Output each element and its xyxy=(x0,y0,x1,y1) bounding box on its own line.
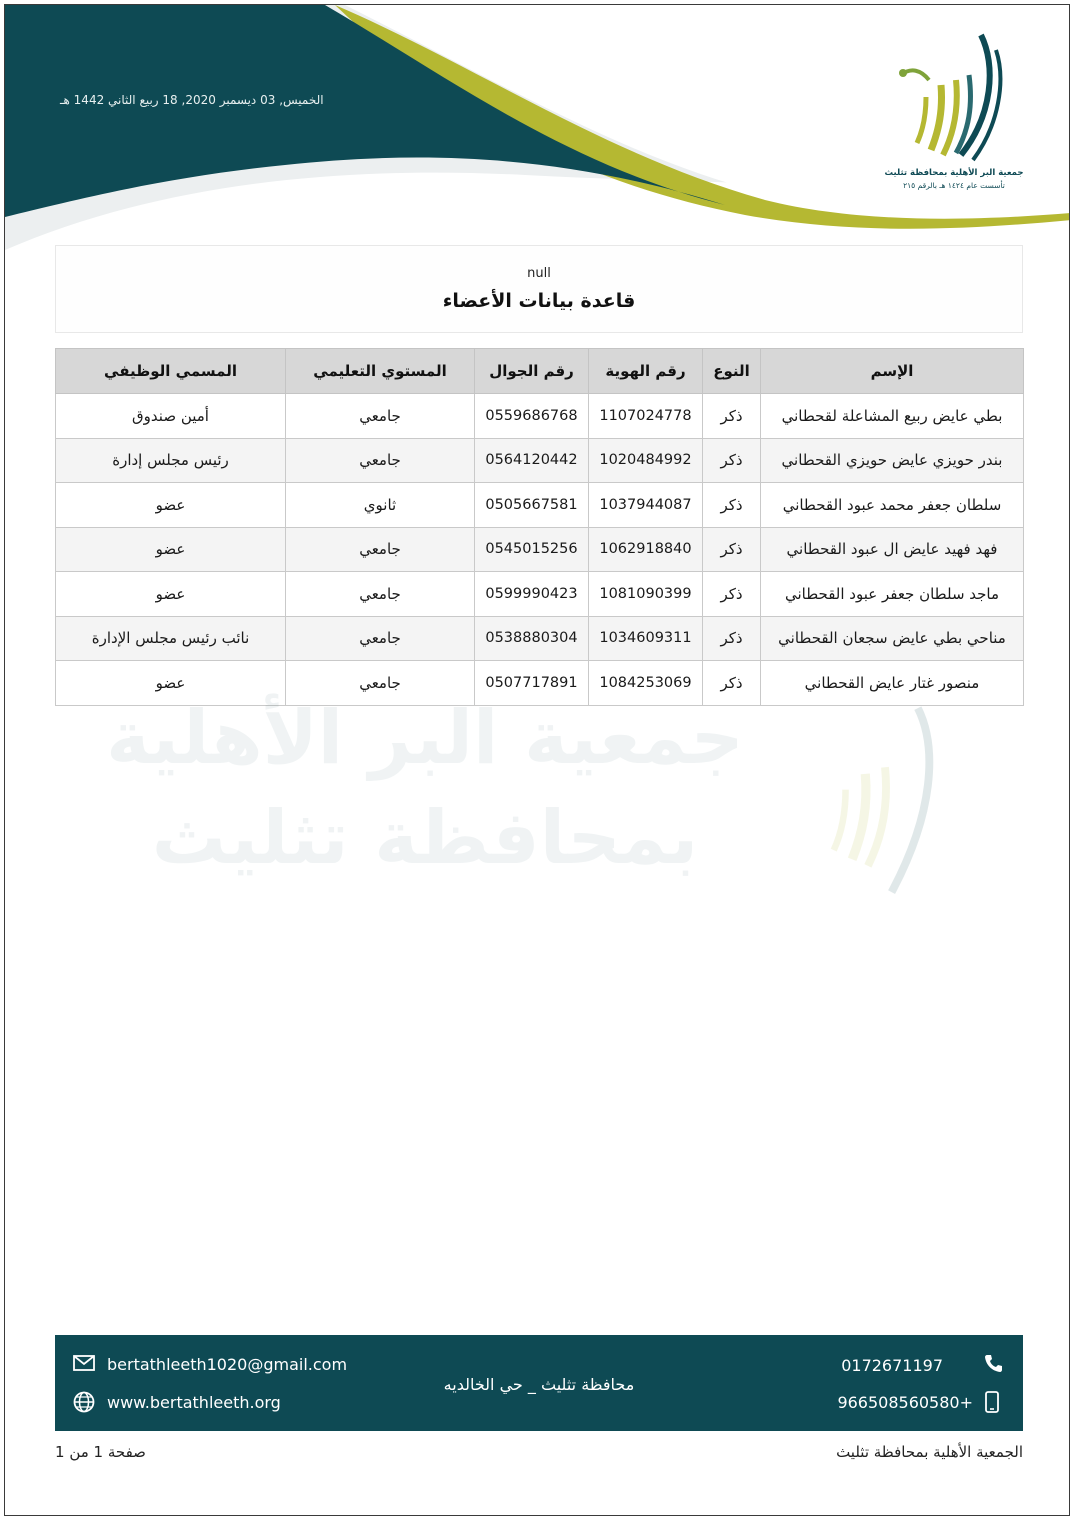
cell-id-number: 1034609311 xyxy=(589,616,703,661)
cell-name: منصور غتار عايض القحطاني xyxy=(761,661,1024,706)
watermark-line-1: جمعية البر الأهلية xyxy=(106,695,744,781)
header-education: المستوي التعليمي xyxy=(286,349,475,394)
footer-org-name: الجمعية الأهلية بمحافظة تثليث xyxy=(836,1443,1023,1461)
cell-gender: ذكر xyxy=(703,572,761,617)
cell-education: جامعي xyxy=(286,527,475,572)
cell-job-title: عضو xyxy=(56,572,286,617)
cell-mobile: 0538880304 xyxy=(475,616,589,661)
cell-gender: ذكر xyxy=(703,438,761,483)
mail-icon xyxy=(73,1355,95,1371)
cell-job-title: عضو xyxy=(56,527,286,572)
cell-id-number: 1084253069 xyxy=(589,661,703,706)
header-gender: النوع xyxy=(703,349,761,394)
cell-gender: ذكر xyxy=(703,616,761,661)
cell-education: جامعي xyxy=(286,438,475,483)
cell-education: جامعي xyxy=(286,394,475,439)
cell-name: فهد فهيد عايض ال عبود القحطاني xyxy=(761,527,1024,572)
cell-gender: ذكر xyxy=(703,483,761,528)
table-row xyxy=(56,394,1024,439)
globe-icon xyxy=(73,1391,95,1413)
cell-name: بطي عايض ربيع المشاعلة لقحطاني xyxy=(761,394,1024,439)
header-date: الخميس, 03 ديسمبر 2020, 18 ربيع الثاني 1442 هـ xyxy=(60,93,324,107)
cell-gender: ذكر xyxy=(703,661,761,706)
cell-job-title: عضو xyxy=(56,483,286,528)
cell-name: بندر حويزي عايض حويزي القحطاني xyxy=(761,438,1024,483)
table-row xyxy=(56,438,1024,483)
logo-org-name: جمعية البر الأهلية بمحافظة تثليث xyxy=(884,168,1024,178)
table-row xyxy=(56,483,1024,528)
title-box xyxy=(55,245,1023,333)
footer-email[interactable]: bertathleeth1020@gmail.com xyxy=(107,1355,348,1374)
cell-gender: ذكر xyxy=(703,527,761,572)
cell-education: جامعي xyxy=(286,616,475,661)
members-table xyxy=(55,348,1024,706)
table-row xyxy=(56,527,1024,572)
mobile-icon xyxy=(985,1391,999,1413)
table-header-row xyxy=(56,349,1024,394)
cell-job-title: عضو xyxy=(56,661,286,706)
cell-education: جامعي xyxy=(286,661,475,706)
page-number: صفحة 1 من 1 xyxy=(55,1443,146,1461)
watermark-logo xyxy=(785,695,985,925)
cell-name: ماجد سلطان جعفر عبود القحطاني xyxy=(761,572,1024,617)
page-title: قاعدة بيانات الأعضاء xyxy=(442,290,636,312)
table-row xyxy=(56,572,1024,617)
cell-job-title: أمين صندوق xyxy=(56,394,286,439)
cell-id-number: 1107024778 xyxy=(589,394,703,439)
cell-education: جامعي xyxy=(286,572,475,617)
cell-mobile: 0505667581 xyxy=(475,483,589,528)
phone-icon xyxy=(983,1353,1003,1373)
table-row xyxy=(56,616,1024,661)
cell-mobile: 0507717891 xyxy=(475,661,589,706)
cell-name: سلطان جعفر محمد عبود القحطاني xyxy=(761,483,1024,528)
cell-job-title: رئيس مجلس إدارة xyxy=(56,438,286,483)
cell-id-number: 1037944087 xyxy=(589,483,703,528)
document-page xyxy=(4,4,1070,1516)
header-job-title: المسمي الوظيفي xyxy=(56,349,286,394)
footer-address: محافظة تثليث _ حي الخالديه xyxy=(443,1375,635,1394)
cell-id-number: 1020484992 xyxy=(589,438,703,483)
cell-name: مناحي بطي عايض سجعان القحطاني xyxy=(761,616,1024,661)
cell-mobile: 0545015256 xyxy=(475,527,589,572)
title-null-text: null xyxy=(527,266,551,281)
cell-job-title: نائب رئيس مجلس الإدارة xyxy=(56,616,286,661)
logo-founded-text: تأسست عام ١٤٢٤ هـ بالرقم ٢١٥ xyxy=(903,181,1005,190)
cell-mobile: 0559686768 xyxy=(475,394,589,439)
footer-mobile: 966508560580+ xyxy=(837,1393,973,1412)
header-id-number: رقم الهوية xyxy=(589,349,703,394)
header-mobile: رقم الجوال xyxy=(475,349,589,394)
header-name: الإسم xyxy=(761,349,1024,394)
cell-id-number: 1062918840 xyxy=(589,527,703,572)
cell-mobile: 0599990423 xyxy=(475,572,589,617)
cell-gender: ذكر xyxy=(703,394,761,439)
cell-id-number: 1081090399 xyxy=(589,572,703,617)
footer-phone: 0172671197 xyxy=(841,1356,943,1375)
cell-mobile: 0564120442 xyxy=(475,438,589,483)
cell-education: ثانوي xyxy=(286,483,475,528)
footer-website[interactable]: www.bertathleeth.org xyxy=(107,1393,281,1412)
footer-contact-bar xyxy=(55,1335,1023,1431)
watermark-line-2: بمحافظة تثليث xyxy=(151,795,699,881)
